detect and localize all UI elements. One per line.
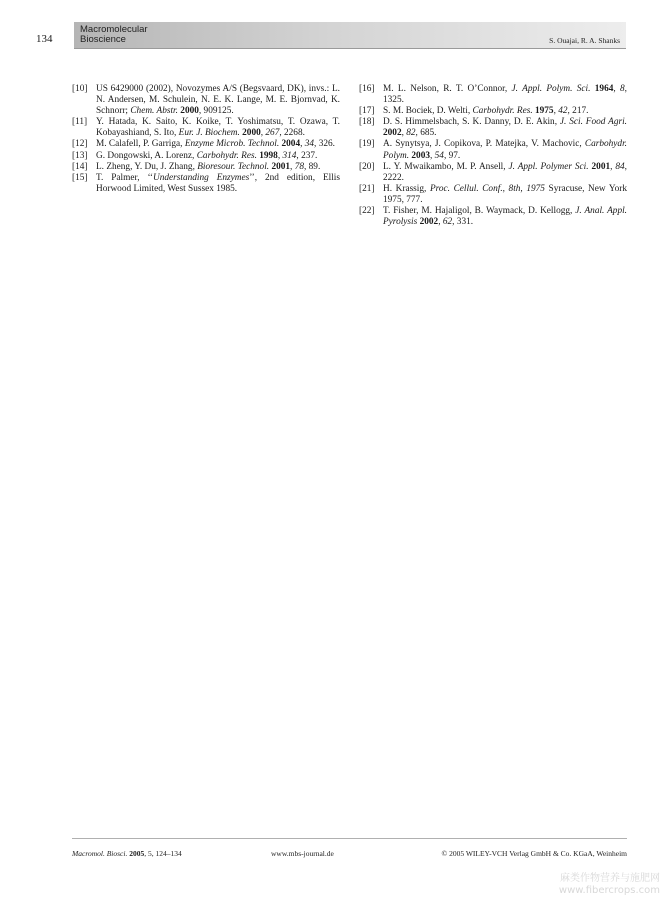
references-column-left — [72, 84, 340, 195]
reference-item — [359, 184, 627, 206]
reference-item — [72, 162, 340, 173]
running-authors: S. Ouajai, R. A. Shanks — [549, 36, 620, 45]
watermark-line1: 麻类作物营养与施肥网 — [560, 873, 660, 884]
reference-text: L. Zheng, Y. Du, J. Zhang, Bioresour. Technol. 2001, 78, 89. — [96, 161, 321, 172]
reference-text: H. Krassig, Proc. Cellul. Conf., 8th, 1975 Syracuse, New York 1975, 777. — [383, 183, 627, 205]
reference-item — [359, 139, 627, 161]
reference-number: [12] — [72, 139, 88, 150]
footer-divider — [72, 838, 627, 839]
reference-number: [13] — [72, 150, 88, 161]
footer-citation-journal: Macromol. Biosci. — [72, 849, 128, 858]
reference-text: A. Synytsya, J. Copikova, P. Matejka, V. Machovic, Carbohydr. Polym. 2003, 54, 97. — [383, 139, 627, 161]
reference-number: [22] — [359, 206, 375, 217]
page-number: 134 — [36, 33, 53, 45]
page-header — [0, 22, 672, 50]
reference-number: [14] — [72, 161, 88, 172]
reference-item — [72, 84, 340, 117]
reference-number: [19] — [359, 139, 375, 150]
reference-text: T. Palmer, ‘‘Understanding Enzymes’’, 2nd edition, Ellis Horwood Limited, West Sussex 1985. — [96, 172, 341, 194]
reference-item — [359, 206, 627, 228]
journal-name — [80, 25, 148, 45]
reference-item — [359, 84, 627, 106]
reference-number: [20] — [359, 161, 375, 172]
footer-url[interactable]: www.mbs-journal.de — [271, 849, 334, 858]
reference-text: T. Fisher, M. Hajaligol, B. Waymack, D. Kellogg, J. Anal. Appl. Pyrolysis 2002, 62, 331. — [383, 206, 628, 228]
reference-number: [16] — [359, 84, 375, 94]
references-column-right — [359, 84, 627, 228]
reference-text: D. S. Himmelsbach, S. K. Danny, D. E. Akin, J. Sci. Food Agri. 2002, 82, 685. — [383, 117, 627, 139]
reference-text: US 6429000 (2002), Novozymes A/S (Begsvaard, DK), invs.: L. N. Andersen, M. Schulein, N. E. K. Lange, M. E. Bjornvad, K. Schnorr; Chem. Abstr. 2000, 909125. — [96, 84, 340, 117]
reference-text: M. L. Nelson, R. T. O’Connor, J. Appl. Polym. Sci. 1964, 8, 1325. — [383, 84, 627, 106]
journal-name-line2: Bioscience — [80, 34, 126, 45]
reference-item — [359, 106, 627, 117]
reference-item — [72, 117, 340, 139]
reference-number: [15] — [72, 172, 88, 183]
reference-text: S. M. Bociek, D. Welti, Carbohydr. Res. 1975, 42, 217. — [383, 106, 589, 117]
reference-item — [359, 162, 627, 184]
reference-text: M. Calafell, P. Garriga, Enzyme Microb. Technol. 2004, 34, 326. — [96, 139, 335, 150]
watermark — [510, 873, 660, 897]
journal-header-band — [74, 22, 626, 49]
reference-number: [17] — [359, 106, 375, 117]
reference-text: L. Y. Mwaikambo, M. P. Ansell, J. Appl. Polymer Sci. 2001, 84, 2222. — [383, 161, 627, 183]
reference-item — [72, 151, 340, 162]
footer-copyright: © 2005 WILEY-VCH Verlag GmbH & Co. KGaA, Weinheim — [441, 849, 627, 858]
reference-item — [359, 117, 627, 139]
footer-citation — [72, 849, 182, 858]
reference-item — [72, 173, 340, 195]
reference-text: G. Dongowski, A. Lorenz, Carbohydr. Res. 1998, 314, 237. — [96, 150, 318, 161]
footer-citation-year: 2005 — [129, 849, 145, 858]
reference-text: Y. Hatada, K. Saito, K. Koike, T. Yoshimatsu, T. Ozawa, T. Kobayashiand, S. Ito, Eur. J. Biochem. 2000, 267, 2268. — [96, 117, 340, 139]
reference-number: [11] — [72, 117, 88, 128]
reference-number: [21] — [359, 183, 375, 194]
reference-number: [10] — [72, 84, 88, 94]
journal-name-line1: Macromolecular — [80, 24, 148, 35]
footer-citation-rest: , 5, 124–134 — [144, 849, 182, 858]
reference-number: [18] — [359, 117, 375, 128]
reference-item — [72, 139, 340, 150]
watermark-line2: www.fibercrops.com — [558, 885, 660, 896]
